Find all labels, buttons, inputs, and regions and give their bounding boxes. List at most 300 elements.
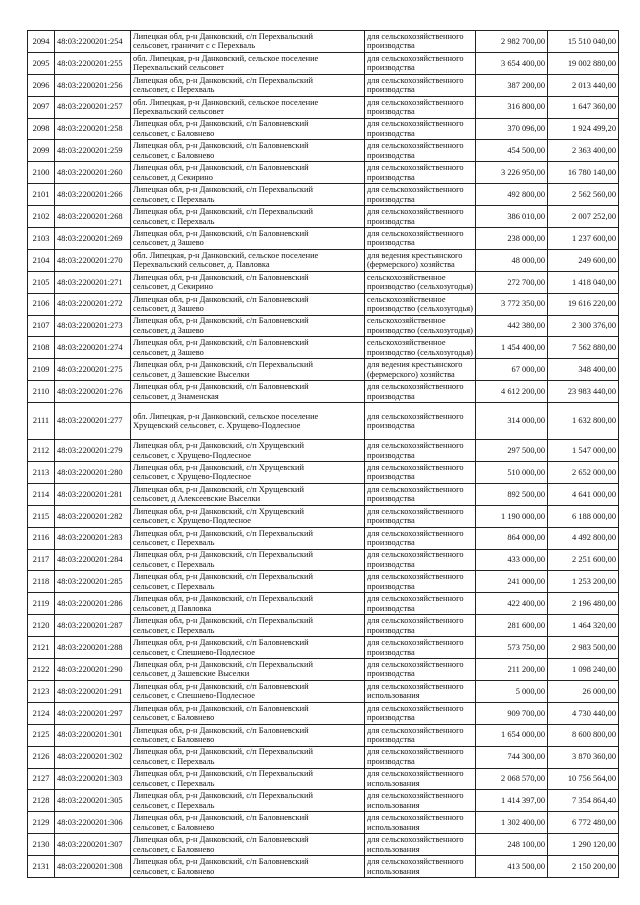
permitted-use-line: для ведения крестьянского (367, 360, 463, 370)
permitted-use-line: для сельскохозяйственного (367, 411, 464, 421)
row-number-cell: 2103 (28, 228, 55, 250)
permitted-use-line: для сельскохозяйственного (367, 206, 464, 216)
permitted-use-cell (365, 483, 476, 505)
row-number-cell: 2102 (28, 206, 55, 228)
permitted-use-line: для сельскохозяйственного (367, 681, 464, 691)
cadastral-number-cell: 48:03:2200201:303 (55, 768, 131, 790)
land-plots-table (27, 30, 619, 878)
address-line: Липецкая обл, р-н Данковский, с/п Перехвальский (133, 616, 313, 626)
cadastral-value-cell: 1 253 200,00 (548, 571, 619, 593)
permitted-use-cell (365, 359, 476, 381)
table-row (28, 118, 619, 140)
permitted-use-line: производство (сельхозугодья) (367, 326, 473, 336)
permitted-use-line: производства (367, 216, 415, 226)
cadastral-number-cell: 48:03:2200201:277 (55, 403, 131, 440)
address-cell (131, 724, 365, 746)
address-cell (131, 615, 365, 637)
row-number-cell: 2128 (28, 790, 55, 812)
permitted-use-line: производства (367, 713, 415, 723)
permitted-use-line: для сельскохозяйственного (367, 119, 464, 129)
permitted-use-line: для сельскохозяйственного (367, 856, 464, 866)
permitted-use-cell (365, 140, 476, 162)
table-row (28, 659, 619, 681)
address-line: сельсовет, с Перехваль (133, 581, 215, 591)
permitted-use-line: производство (сельхозугодья) (367, 304, 473, 314)
table-row (28, 593, 619, 615)
row-number-cell: 2131 (28, 856, 55, 878)
row-number-cell: 2130 (28, 834, 55, 856)
cadastral-number-cell: 48:03:2200201:287 (55, 615, 131, 637)
area-cell: 433 000,00 (476, 549, 548, 571)
table-row (28, 315, 619, 337)
area-cell: 272 700,00 (476, 271, 548, 293)
permitted-use-line: для сельскохозяйственного (367, 31, 464, 41)
table-row (28, 228, 619, 250)
permitted-use-line: производства (367, 472, 415, 482)
cadastral-value-cell: 1 547 000,00 (548, 440, 619, 462)
permitted-use-line: для сельскохозяйственного (367, 835, 464, 845)
cadastral-value-cell: 15 510 040,00 (548, 31, 619, 53)
cadastral-number-cell: 48:03:2200201:283 (55, 527, 131, 549)
address-line: сельсовет, с Перехваль (133, 560, 215, 570)
cadastral-value-cell: 3 870 360,00 (548, 746, 619, 768)
address-line: сельсовет, д Зашевские Выселки (133, 669, 250, 679)
row-number-cell: 2110 (28, 381, 55, 403)
address-cell (131, 52, 365, 74)
area-cell: 248 100,00 (476, 834, 548, 856)
table-row (28, 249, 619, 271)
address-cell (131, 206, 365, 228)
address-cell (131, 74, 365, 96)
address-line: сельсовет, с Спешнево-Подлесное (133, 647, 255, 657)
address-line: Липецкая обл, р-н Данковский, с/п Хрущевский (133, 440, 304, 450)
row-number-cell: 2124 (28, 702, 55, 724)
cadastral-number-cell: 48:03:2200201:307 (55, 834, 131, 856)
permitted-use-cell (365, 856, 476, 878)
address-line: Липецкая обл, р-н Данковский, с/п Хрущевский (133, 462, 304, 472)
permitted-use-line: использования (367, 866, 420, 876)
cadastral-number-cell: 48:03:2200201:268 (55, 206, 131, 228)
cadastral-number-cell: 48:03:2200201:306 (55, 812, 131, 834)
permitted-use-cell (365, 162, 476, 184)
address-line: сельсовет, с Баловнево (133, 866, 215, 876)
cadastral-value-cell: 1 632 800,00 (548, 403, 619, 440)
cadastral-number-cell: 48:03:2200201:258 (55, 118, 131, 140)
table-row (28, 505, 619, 527)
row-number-cell: 2111 (28, 403, 55, 440)
permitted-use-cell (365, 462, 476, 484)
address-line: обл. Липецкая, р-н Данковский, сельское поселение (133, 97, 319, 107)
cadastral-value-cell: 1 464 320,00 (548, 615, 619, 637)
cadastral-value-cell: 1 418 040,00 (548, 271, 619, 293)
table-row (28, 359, 619, 381)
cadastral-value-cell: 249 600,00 (548, 249, 619, 271)
permitted-use-line: использования (367, 778, 420, 788)
address-line: Липецкая обл, р-н Данковский, с/п Баловневский (133, 725, 309, 735)
cadastral-number-cell: 48:03:2200201:274 (55, 337, 131, 359)
cadastral-value-cell: 8 600 800,00 (548, 724, 619, 746)
address-cell (131, 790, 365, 812)
cadastral-number-cell: 48:03:2200201:266 (55, 184, 131, 206)
address-line: обл. Липецкая, р-н Данковский, сельское поселение (133, 53, 319, 63)
address-cell (131, 249, 365, 271)
address-line: сельсовет, с Баловнево (133, 713, 215, 723)
cadastral-number-cell: 48:03:2200201:279 (55, 440, 131, 462)
permitted-use-cell (365, 315, 476, 337)
table-row (28, 527, 619, 549)
area-cell: 573 750,00 (476, 637, 548, 659)
address-cell (131, 96, 365, 118)
address-line: сельсовет, с Перехваль (133, 538, 215, 548)
address-cell (131, 746, 365, 768)
address-line: сельсовет, д Секирино (133, 172, 213, 182)
address-line: Хрущевский сельсовет, с. Хрущево-Подлесное (133, 421, 301, 431)
address-line: сельсовет, д Алексеевские Выселки (133, 494, 261, 504)
address-line: сельсовет, с Перехваль (133, 800, 215, 810)
table-row (28, 680, 619, 702)
permitted-use-line: использования (367, 691, 420, 701)
row-number-cell: 2101 (28, 184, 55, 206)
permitted-use-line: сельскохозяйственное (367, 272, 446, 282)
area-cell: 5 000,00 (476, 680, 548, 702)
address-line: сельсовет, с Баловнево (133, 735, 215, 745)
permitted-use-cell (365, 293, 476, 315)
row-number-cell: 2107 (28, 315, 55, 337)
address-cell (131, 359, 365, 381)
cadastral-value-cell: 1 237 600,00 (548, 228, 619, 250)
permitted-use-line: для сельскохозяйственного (367, 791, 464, 801)
permitted-use-line: для сельскохозяйственного (367, 594, 464, 604)
address-cell (131, 812, 365, 834)
table-row (28, 206, 619, 228)
area-cell: 1 454 400,00 (476, 337, 548, 359)
permitted-use-cell (365, 206, 476, 228)
permitted-use-line: для сельскохозяйственного (367, 703, 464, 713)
address-line: обл. Липецкая, р-н Данковский, сельское поселение (133, 250, 319, 260)
permitted-use-line: для сельскохозяйственного (367, 725, 464, 735)
permitted-use-line: для сельскохозяйственного (367, 506, 464, 516)
address-line: сельсовет, с Спешнево-Подлесное (133, 691, 255, 701)
permitted-use-cell (365, 184, 476, 206)
row-number-cell: 2104 (28, 249, 55, 271)
cadastral-value-cell: 19 002 880,00 (548, 52, 619, 74)
address-cell (131, 118, 365, 140)
cadastral-value-cell: 4 730 440,00 (548, 702, 619, 724)
permitted-use-line: (фермерского) хозяйства (367, 260, 455, 270)
permitted-use-line: производства (367, 494, 415, 504)
address-line: Липецкая обл, р-н Данковский, с/п Хрущевский (133, 506, 304, 516)
cadastral-value-cell: 6 772 480,00 (548, 812, 619, 834)
cadastral-value-cell: 19 616 220,00 (548, 293, 619, 315)
cadastral-value-cell: 26 000,00 (548, 680, 619, 702)
address-line: Липецкая обл, р-н Данковский, с/п Перехвальский (133, 185, 313, 195)
cadastral-number-cell: 48:03:2200201:288 (55, 637, 131, 659)
area-cell: 297 500,00 (476, 440, 548, 462)
table-row (28, 403, 619, 440)
permitted-use-line: для сельскохозяйственного (367, 616, 464, 626)
area-cell: 238 000,00 (476, 228, 548, 250)
address-line: Перехвальский сельсовет (133, 63, 224, 73)
permitted-use-cell (365, 440, 476, 462)
permitted-use-cell (365, 768, 476, 790)
table-row (28, 746, 619, 768)
cadastral-number-cell: 48:03:2200201:270 (55, 249, 131, 271)
permitted-use-line: для сельскохозяйственного (367, 769, 464, 779)
row-number-cell: 2106 (28, 293, 55, 315)
permitted-use-cell (365, 505, 476, 527)
address-line: обл. Липецкая, р-н Данковский, сельское поселение (133, 411, 319, 421)
permitted-use-line: для сельскохозяйственного (367, 382, 464, 392)
row-number-cell: 2126 (28, 746, 55, 768)
address-line: Перехвальский сельсовет (133, 107, 224, 117)
permitted-use-line: использования (367, 800, 420, 810)
permitted-use-cell (365, 228, 476, 250)
area-cell: 370 096,00 (476, 118, 548, 140)
address-line: Липецкая обл, р-н Данковский, с/п Баловневский (133, 813, 309, 823)
cadastral-number-cell: 48:03:2200201:256 (55, 74, 131, 96)
row-number-cell: 2113 (28, 462, 55, 484)
address-cell (131, 702, 365, 724)
table-row (28, 271, 619, 293)
cadastral-number-cell: 48:03:2200201:281 (55, 483, 131, 505)
address-line: Липецкая обл, р-н Данковский, с/п Перехвальский (133, 206, 313, 216)
area-cell: 48 000,00 (476, 249, 548, 271)
table-row (28, 834, 619, 856)
cadastral-value-cell: 2 562 560,00 (548, 184, 619, 206)
address-line: сельсовет, с Баловнево (133, 822, 215, 832)
cadastral-value-cell: 4 492 800,00 (548, 527, 619, 549)
address-cell (131, 337, 365, 359)
table-row (28, 856, 619, 878)
table-row (28, 31, 619, 53)
cadastral-value-cell: 2 652 000,00 (548, 462, 619, 484)
permitted-use-line: для сельскохозяйственного (367, 75, 464, 85)
area-cell: 3 654 400,00 (476, 52, 548, 74)
permitted-use-line: производства (367, 107, 415, 117)
address-line: Липецкая обл, р-н Данковский, с/п Баловневский (133, 272, 309, 282)
cadastral-number-cell: 48:03:2200201:255 (55, 52, 131, 74)
permitted-use-line: использования (367, 844, 420, 854)
cadastral-value-cell: 2 251 600,00 (548, 549, 619, 571)
address-cell (131, 659, 365, 681)
cadastral-number-cell: 48:03:2200201:305 (55, 790, 131, 812)
area-cell: 3 772 350,00 (476, 293, 548, 315)
address-cell (131, 856, 365, 878)
cadastral-value-cell: 23 983 440,00 (548, 381, 619, 403)
address-line: Липецкая обл, р-н Данковский, с/п Баловневский (133, 294, 309, 304)
row-number-cell: 2099 (28, 140, 55, 162)
area-cell: 316 800,00 (476, 96, 548, 118)
permitted-use-line: для сельскохозяйственного (367, 228, 464, 238)
permitted-use-line: производства (367, 194, 415, 204)
permitted-use-line: для сельскохозяйственного (367, 462, 464, 472)
row-number-cell: 2114 (28, 483, 55, 505)
address-line: сельсовет, граничит с с Перехваль (133, 41, 256, 51)
table-row (28, 768, 619, 790)
address-line: Перехвальский сельсовет, д. Павловка (133, 260, 270, 270)
cadastral-value-cell: 1 290 120,00 (548, 834, 619, 856)
row-number-cell: 2123 (28, 680, 55, 702)
area-cell: 3 226 950,00 (476, 162, 548, 184)
permitted-use-cell (365, 527, 476, 549)
address-line: сельсовет, с Баловнево (133, 150, 215, 160)
row-number-cell: 2127 (28, 768, 55, 790)
row-number-cell: 2115 (28, 505, 55, 527)
area-cell: 211 200,00 (476, 659, 548, 681)
area-cell: 744 300,00 (476, 746, 548, 768)
address-line: Липецкая обл, р-н Данковский, с/п Перехвальский (133, 747, 313, 757)
address-cell (131, 637, 365, 659)
address-cell (131, 593, 365, 615)
permitted-use-cell (365, 249, 476, 271)
row-number-cell: 2119 (28, 593, 55, 615)
address-cell (131, 571, 365, 593)
permitted-use-cell (365, 31, 476, 53)
permitted-use-cell (365, 724, 476, 746)
permitted-use-cell (365, 659, 476, 681)
permitted-use-line: производства (367, 516, 415, 526)
cadastral-value-cell: 6 188 000,00 (548, 505, 619, 527)
address-line: Липецкая обл, р-н Данковский, с/п Баловневский (133, 703, 309, 713)
address-cell (131, 483, 365, 505)
address-line: Липецкая обл, р-н Данковский, с/п Баловневский (133, 316, 309, 326)
table-row (28, 293, 619, 315)
area-cell: 314 000,00 (476, 403, 548, 440)
cadastral-value-cell: 10 756 564,00 (548, 768, 619, 790)
table-row (28, 571, 619, 593)
permitted-use-line: для сельскохозяйственного (367, 185, 464, 195)
permitted-use-line: производства (367, 603, 415, 613)
permitted-use-cell (365, 381, 476, 403)
permitted-use-line: производство (сельхозугодья) (367, 347, 473, 357)
address-line: Липецкая обл, р-н Данковский, с/п Перехвальский (133, 594, 313, 604)
address-cell (131, 293, 365, 315)
permitted-use-cell (365, 702, 476, 724)
cadastral-number-cell: 48:03:2200201:269 (55, 228, 131, 250)
permitted-use-line: сельскохозяйственное (367, 338, 446, 348)
row-number-cell: 2129 (28, 812, 55, 834)
row-number-cell: 2118 (28, 571, 55, 593)
address-line: сельсовет, д Секирино (133, 282, 213, 292)
permitted-use-line: для сельскохозяйственного (367, 440, 464, 450)
permitted-use-line: производства (367, 85, 415, 95)
cadastral-number-cell: 48:03:2200201:276 (55, 381, 131, 403)
address-line: сельсовет, с Перехваль (133, 216, 215, 226)
table-row (28, 381, 619, 403)
permitted-use-line: для сельскохозяйственного (367, 659, 464, 669)
permitted-use-cell (365, 812, 476, 834)
address-line: Липецкая обл, р-н Данковский, с/п Перехвальский (133, 31, 313, 41)
address-cell (131, 315, 365, 337)
permitted-use-line: производства (367, 63, 415, 73)
permitted-use-cell (365, 615, 476, 637)
permitted-use-cell (365, 549, 476, 571)
address-line: Липецкая обл, р-н Данковский, с/п Баловневский (133, 163, 309, 173)
permitted-use-cell (365, 74, 476, 96)
area-cell: 413 500,00 (476, 856, 548, 878)
permitted-use-cell (365, 118, 476, 140)
cadastral-value-cell: 2 013 440,00 (548, 74, 619, 96)
cadastral-number-cell: 48:03:2200201:286 (55, 593, 131, 615)
row-number-cell: 2121 (28, 637, 55, 659)
cadastral-value-cell: 2 196 480,00 (548, 593, 619, 615)
area-cell: 1 190 000,00 (476, 505, 548, 527)
permitted-use-cell (365, 52, 476, 74)
address-line: Липецкая обл, р-н Данковский, с/п Баловневский (133, 119, 309, 129)
permitted-use-line: для сельскохозяйственного (367, 747, 464, 757)
cadastral-value-cell: 1 924 499,20 (548, 118, 619, 140)
address-line: Липецкая обл, р-н Данковский, с/п Баловневский (133, 681, 309, 691)
address-line: Липецкая обл, р-н Данковский, с/п Баловневский (133, 382, 309, 392)
row-number-cell: 2112 (28, 440, 55, 462)
row-number-cell: 2098 (28, 118, 55, 140)
cadastral-number-cell: 48:03:2200201:254 (55, 31, 131, 53)
permitted-use-line: производства (367, 538, 415, 548)
permitted-use-line: производства (367, 757, 415, 767)
cadastral-value-cell: 2 150 200,00 (548, 856, 619, 878)
cadastral-number-cell: 48:03:2200201:285 (55, 571, 131, 593)
table-row (28, 615, 619, 637)
address-line: сельсовет, с Хрущево-Подлесное (133, 472, 252, 482)
address-cell (131, 31, 365, 53)
address-line: сельсовет, д Зашево (133, 347, 204, 357)
permitted-use-line: для сельскохозяйственного (367, 484, 464, 494)
cadastral-number-cell: 48:03:2200201:302 (55, 746, 131, 768)
address-line: сельсовет, д Зашево (133, 304, 204, 314)
address-line: сельсовет, с Перехваль (133, 625, 215, 635)
permitted-use-cell (365, 680, 476, 702)
address-line: сельсовет, д Зашево (133, 238, 204, 248)
cadastral-number-cell: 48:03:2200201:297 (55, 702, 131, 724)
address-cell (131, 680, 365, 702)
table-row (28, 337, 619, 359)
cadastral-number-cell: 48:03:2200201:275 (55, 359, 131, 381)
area-cell: 442 380,00 (476, 315, 548, 337)
row-number-cell: 2096 (28, 74, 55, 96)
permitted-use-line: для сельскохозяйственного (367, 638, 464, 647)
permitted-use-line: производства (367, 238, 415, 248)
table-row (28, 702, 619, 724)
address-line: Липецкая обл, р-н Данковский, с/п Перехвальский (133, 659, 313, 669)
table-row (28, 812, 619, 834)
area-cell: 1 302 400,00 (476, 812, 548, 834)
address-line: сельсовет, с Хрущево-Подлесное (133, 516, 252, 526)
address-line: сельсовет, д Знаменская (133, 391, 219, 401)
permitted-use-line: для сельскохозяйственного (367, 141, 464, 151)
cadastral-value-cell: 2 363 400,00 (548, 140, 619, 162)
address-line: сельсовет, с Хрущево-Подлесное (133, 450, 252, 460)
cadastral-value-cell: 2 007 252,00 (548, 206, 619, 228)
permitted-use-line: (фермерского) хозяйства (367, 369, 455, 379)
address-line: сельсовет, с Баловнево (133, 129, 215, 138)
address-cell (131, 381, 365, 403)
cadastral-number-cell: 48:03:2200201:272 (55, 293, 131, 315)
row-number-cell: 2095 (28, 52, 55, 74)
address-line: Липецкая обл, р-н Данковский, с/п Перехвальский (133, 528, 313, 538)
area-cell: 386 010,00 (476, 206, 548, 228)
permitted-use-line: производства (367, 450, 415, 460)
address-line: Липецкая обл, р-н Данковский, с/п Баловневский (133, 228, 309, 238)
address-line: Липецкая обл, р-н Данковский, с/п Баловневский (133, 141, 309, 151)
address-cell (131, 140, 365, 162)
address-cell (131, 768, 365, 790)
cadastral-number-cell: 48:03:2200201:290 (55, 659, 131, 681)
address-line: Липецкая обл, р-н Данковский, с/п Перехвальский (133, 572, 313, 582)
address-line: Липецкая обл, р-н Данковский, с/п Перехвальский (133, 550, 313, 560)
cadastral-number-cell: 48:03:2200201:284 (55, 549, 131, 571)
address-line: Липецкая обл, р-н Данковский, с/п Перехвальский (133, 360, 313, 370)
address-line: сельсовет, с Баловнево (133, 844, 215, 854)
